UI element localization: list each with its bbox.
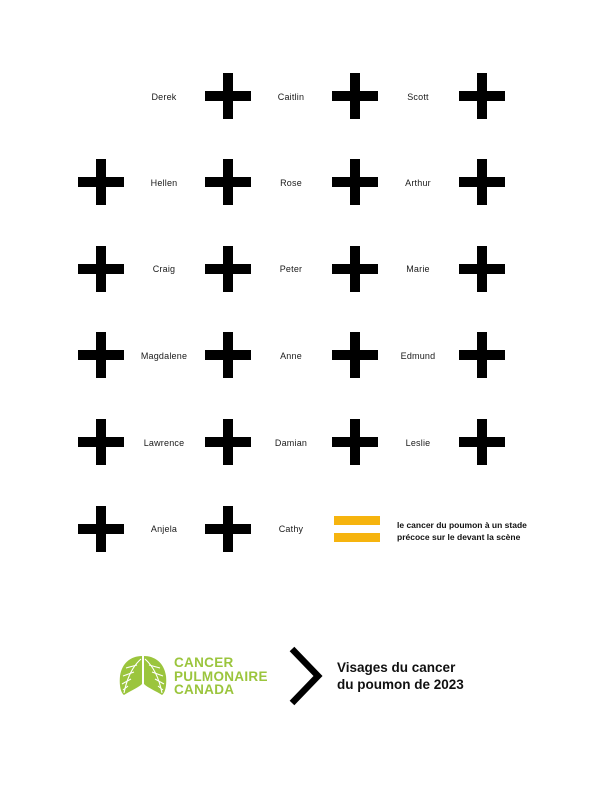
plus-icon <box>205 419 251 465</box>
name-peter: Peter <box>279 264 303 274</box>
name-leslie: Leslie <box>405 438 431 448</box>
plus-icon <box>205 506 251 552</box>
name-scott: Scott <box>407 92 429 102</box>
plus-icon <box>205 246 251 292</box>
name-magdalene: Magdalene <box>140 351 188 361</box>
plus-icon <box>78 159 124 205</box>
logo-line-1: CANCER <box>174 655 234 670</box>
plus-icon <box>332 73 378 119</box>
logo-line-2: PULMONAIRE <box>174 668 268 684</box>
plus-icon <box>78 419 124 465</box>
equals-bar-bottom <box>334 533 380 542</box>
name-anne: Anne <box>280 351 302 361</box>
name-caitlin: Caitlin <box>277 92 305 102</box>
result-line-1: le cancer du poumon à un stade <box>397 520 527 530</box>
plus-icon <box>459 332 505 378</box>
plus-icon <box>459 73 505 119</box>
logo-line-3: CANADA <box>174 682 235 697</box>
plus-icon <box>78 246 124 292</box>
name-damian: Damian <box>274 438 308 448</box>
name-derek: Derek <box>151 92 177 102</box>
name-craig: Craig <box>152 264 176 274</box>
name-arthur: Arthur <box>405 178 431 188</box>
title-line-1: Visages du cancer <box>337 660 456 675</box>
name-marie: Marie <box>406 264 430 274</box>
lungs-leaf-icon <box>118 654 168 696</box>
name-cathy: Cathy <box>278 524 304 534</box>
name-lawrence: Lawrence <box>143 438 185 448</box>
plus-icon <box>332 332 378 378</box>
plus-icon <box>205 332 251 378</box>
plus-icon <box>459 159 505 205</box>
name-rose: Rose <box>280 178 302 188</box>
chevron-right-icon <box>286 646 326 706</box>
result-caption <box>397 519 527 543</box>
plus-icon <box>459 246 505 292</box>
plus-icon <box>332 246 378 292</box>
name-anjela: Anjela <box>150 524 178 534</box>
equals-icon <box>334 516 380 542</box>
title-line-2: du poumon de 2023 <box>337 677 464 692</box>
equals-bar-top <box>334 516 380 525</box>
plus-icon <box>332 419 378 465</box>
name-edmund: Edmund <box>400 351 436 361</box>
plus-icon <box>459 419 505 465</box>
logo-wordmark <box>174 656 268 697</box>
plus-icon <box>332 159 378 205</box>
name-hellen: Hellen <box>150 178 178 188</box>
plus-icon <box>78 506 124 552</box>
plus-icon <box>205 73 251 119</box>
plus-icon <box>205 159 251 205</box>
plus-icon <box>78 332 124 378</box>
result-line-2: précoce sur le devant la scène <box>397 532 521 542</box>
page-title <box>337 659 464 693</box>
